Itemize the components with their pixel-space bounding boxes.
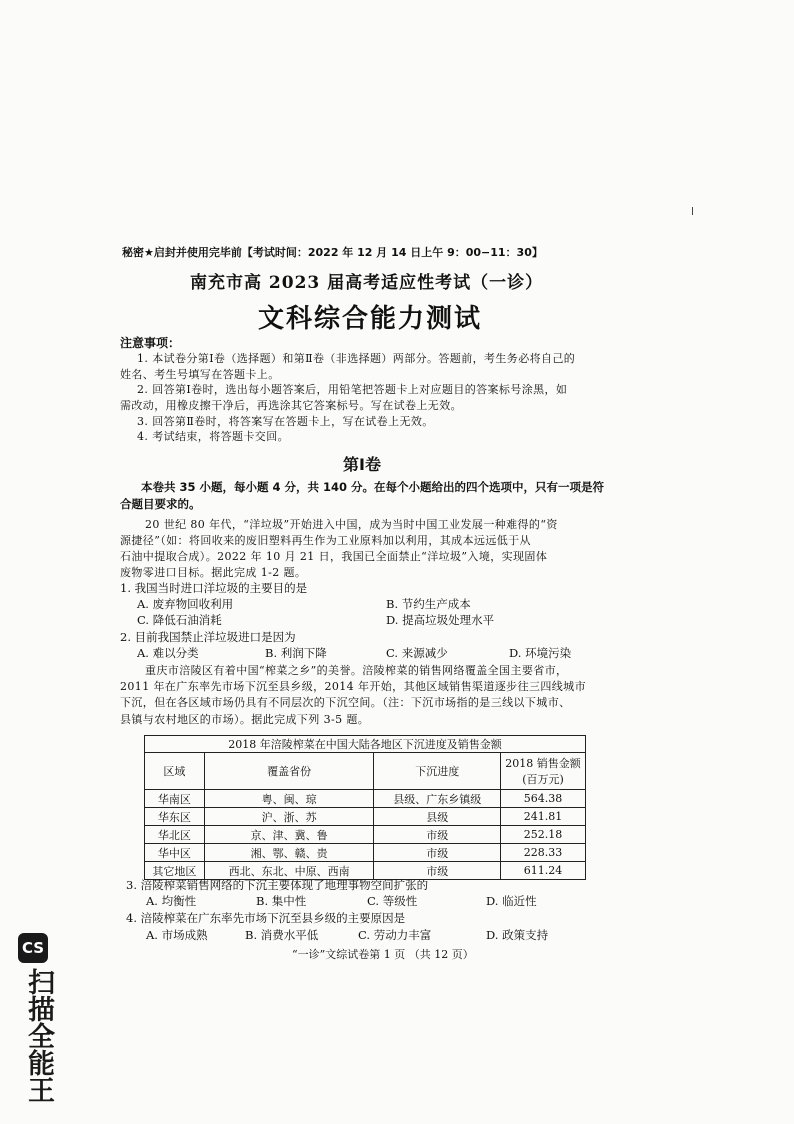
watermark-text: 扫描全能王 (23, 968, 54, 1103)
sales-table (144, 735, 586, 880)
passage-line: 县镇与农村地区的市场）。据此完成下列 3-5 题。 (120, 713, 370, 726)
exam-title: 南充市高 2023 届高考适应性考试（一诊） (190, 273, 544, 293)
cell-progress: 市级 (374, 862, 501, 880)
question-2-option-c: C. 来源减少 (386, 646, 448, 660)
question-2-option-d: D. 环境污染 (509, 646, 572, 660)
column-header: 覆盖省份 (204, 753, 374, 790)
cell-region: 华北区 (145, 826, 205, 844)
cell-progress: 县级 (374, 808, 501, 826)
question-3-option-d: D. 临近性 (486, 894, 537, 908)
notice-line: 4. 考试结束，将答题卡交回。 (137, 430, 289, 443)
column-header: 区域 (145, 753, 205, 790)
table-caption-row (145, 736, 586, 753)
table-row (145, 790, 586, 808)
cell-sales: 228.33 (501, 844, 586, 862)
cell-sales: 241.81 (501, 808, 586, 826)
notice-line: 3. 回答第Ⅱ卷时，将答案写在答题卡上，写在试卷上无效。 (137, 415, 434, 428)
notice-line: 姓名、考生号填写在答题卡上。 (120, 368, 280, 381)
question-3-option-c: C. 等级性 (367, 894, 418, 908)
secret-line: 秘密★启封并使用完毕前【考试时间：2022 年 12 月 14 日上午 9：00−11：30】 (122, 246, 543, 259)
passage-line: 20 世纪 80 年代，“洋垃圾”开始进入中国，成为当时中国工业发展一种难得的“资 (145, 518, 558, 531)
scan-mark (692, 207, 693, 215)
question-1-option-a: A. 废弃物回收利用 (137, 597, 234, 611)
question-1-option-c: C. 降低石油消耗 (137, 613, 222, 627)
cell-progress: 县级、广东乡镇级 (374, 790, 501, 808)
cell-provinces: 京、津、冀、鲁 (204, 826, 374, 844)
column-header-unit: (百万元) (522, 773, 564, 786)
question-3-stem: 3. 涪陵榨菜销售网络的下沉主要体现了地理事物空间扩张的 (126, 878, 429, 892)
cell-provinces: 湘、鄂、赣、贵 (204, 844, 374, 862)
cell-sales: 611.24 (501, 862, 586, 880)
question-2-option-b: B. 利润下降 (265, 646, 327, 660)
cell-region: 华中区 (145, 844, 205, 862)
passage-line: 源捷径”（如：将回收来的废旧塑料再生作为工业原料加以利用，其成本远远低于从 (120, 534, 531, 547)
question-4-stem: 4. 涪陵榨菜在广东率先市场下沉至县乡级的主要原因是 (126, 911, 406, 925)
cell-region: 华东区 (145, 808, 205, 826)
table-row (145, 808, 586, 826)
question-1-option-d: D. 提高垃圾处理水平 (386, 613, 495, 627)
cell-progress: 市级 (374, 844, 501, 862)
question-1-option-b: B. 节约生产成本 (386, 597, 471, 611)
question-4-option-b: B. 消费水平低 (245, 928, 319, 942)
passage-line: 重庆市涪陵区有着中国“榨菜之乡”的美誉。涪陵榨菜的销售网络覆盖全国主要省市， (145, 664, 568, 677)
passage-line: 石油中提取合成）。2022 年 10 月 21 日，我国已全面禁止“洋垃圾”入境，实现固体 (120, 550, 548, 563)
cell-provinces: 粤、闽、琼 (204, 790, 374, 808)
table-header-row (145, 753, 586, 790)
notice-line: 2. 回答第Ⅰ卷时，选出每小题答案后，用铅笔把答题卡上对应题目的答案标号涂黑，如 (137, 383, 568, 396)
section-intro-line: 本卷共 35 小题，每小题 4 分，共 140 分。在每个小题给出的四个选项中，只有一项是符 (141, 480, 605, 494)
question-4-option-c: C. 劳动力丰富 (358, 928, 432, 942)
page-footer: “一诊”文综试卷第 1 页 （共 12 页） (292, 948, 474, 961)
question-3-option-b: B. 集中性 (256, 894, 307, 908)
notice-heading: 注意事项： (120, 336, 181, 350)
question-4-option-a: A. 市场成熟 (146, 928, 208, 942)
notice-line: 1. 本试卷分第Ⅰ卷（选择题）和第Ⅱ卷（非选择题）两部分。答题前，考生务必将自己的 (137, 352, 576, 365)
table-caption: 2018 年涪陵榨菜在中国大陆各地区下沉进度及销售金额 (145, 736, 586, 753)
passage-line: 2011 年在广东率先市场下沉至县乡级，2014 年开始，其他区域销售渠道逐步往三四线城市 (120, 680, 586, 693)
cell-region: 其它地区 (145, 862, 205, 880)
column-header: 下沉进度 (374, 753, 501, 790)
cell-progress: 市级 (374, 826, 501, 844)
cell-provinces: 沪、浙、苏 (204, 808, 374, 826)
exam-subtitle: 文科综合能力测试 (258, 304, 483, 334)
passage-line: 废物零进口目标。据此完成 1-2 题。 (120, 566, 307, 579)
cell-provinces: 西北、东北、中原、西南 (204, 862, 374, 880)
question-2-option-a: A. 难以分类 (137, 646, 199, 660)
passage-line: 下沉，但在各区域市场仍具有不同层次的下沉空间。（注：下沉市场指的是三线以下城市、 (120, 696, 571, 709)
section-intro-line: 合题目要求的。 (120, 497, 201, 511)
question-1-stem: 1. 我国当时进口洋垃圾的主要目的是 (120, 581, 308, 595)
cell-sales: 564.38 (501, 790, 586, 808)
notice-line: 需改动，用橡皮擦干净后，再选涂其它答案标号。写在试卷上无效。 (120, 399, 462, 412)
section-heading: 第Ⅰ卷 (343, 455, 381, 474)
question-2-stem: 2. 目前我国禁止洋垃圾进口是因为 (120, 630, 296, 644)
column-header: 2018 销售金额 (505, 757, 581, 770)
question-3-option-a: A. 均衡性 (146, 894, 197, 908)
column-header-sales (501, 753, 586, 790)
cell-sales: 252.18 (501, 826, 586, 844)
table-row (145, 826, 586, 844)
table-row (145, 844, 586, 862)
camscanner-logo-icon: CS (18, 933, 48, 963)
question-4-option-d: D. 政策支持 (486, 928, 549, 942)
cell-region: 华南区 (145, 790, 205, 808)
